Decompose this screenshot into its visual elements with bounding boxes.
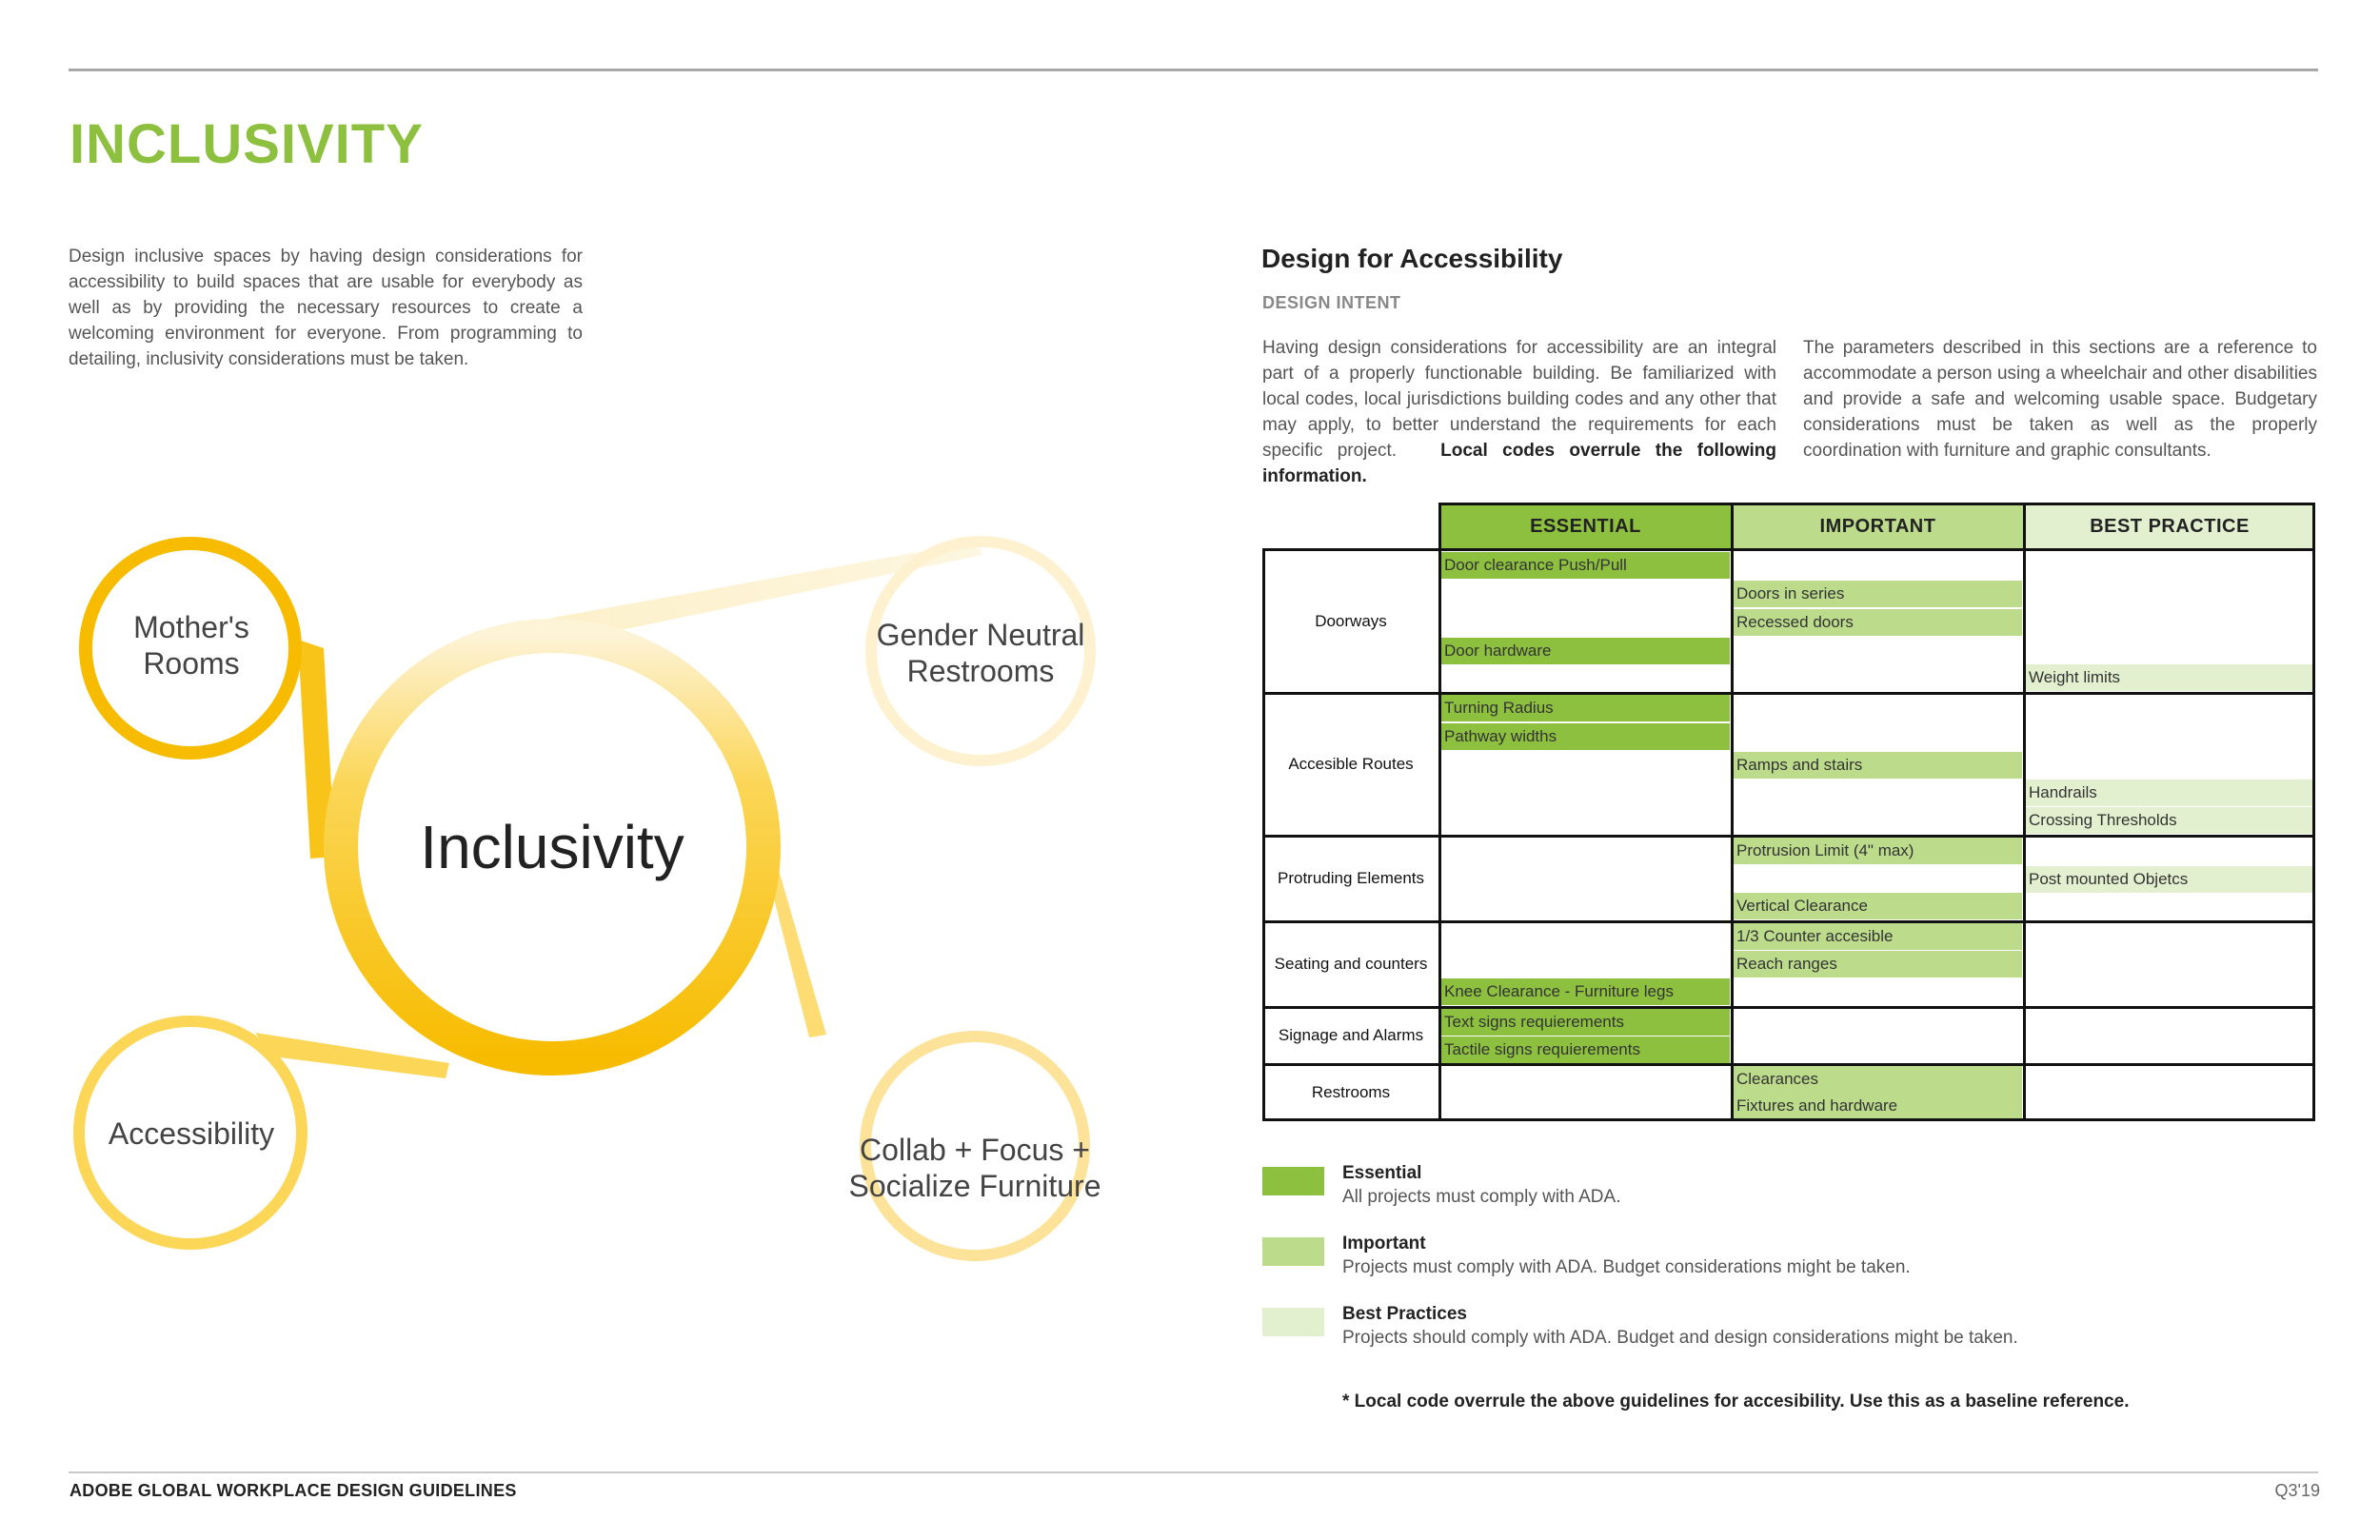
intent-text: Having design considerations for accessibility are an integral part of a properly functionable building. Be familiarized with local codes, local jurisdictions building codes and any other that may apply, to better understand the requirements for each specific project. bbox=[1262, 338, 1776, 461]
legend-swatch-important bbox=[1262, 1237, 1324, 1266]
row-label-signage-alarms: Signage and Alarms bbox=[1278, 1026, 1424, 1044]
legend-title-best-practices: Best Practices bbox=[1342, 1304, 1467, 1324]
center-label: Inclusivity bbox=[420, 813, 684, 881]
table-entry: Pathway widths bbox=[1441, 723, 1730, 750]
table-entry: Weight limits bbox=[2026, 664, 2313, 691]
top-divider bbox=[69, 69, 2318, 71]
header-best-practice: BEST PRACTICE bbox=[2024, 503, 2315, 550]
table-entry: Recessed doors bbox=[1734, 609, 2022, 636]
table-entry: Tactile signs requierements bbox=[1441, 1037, 1730, 1063]
node-label-line: Accessibility bbox=[108, 1116, 275, 1151]
node-gender-neutral bbox=[877, 617, 1085, 689]
intent-emphasis: Local codes overrule the following information. bbox=[1262, 441, 1776, 486]
page-title: INCLUSIVITY bbox=[69, 113, 424, 175]
header-important: IMPORTANT bbox=[1732, 503, 2024, 550]
table-entry: Door clearance Push/Pull bbox=[1441, 552, 1730, 579]
row-label-seating-counters: Seating and counters bbox=[1274, 955, 1428, 973]
legend-title-important: Important bbox=[1342, 1234, 1426, 1254]
table-entry: Reach ranges bbox=[1734, 951, 2022, 977]
grid-line bbox=[1262, 920, 2315, 923]
table-entry: Text signs requierements bbox=[1441, 1009, 1730, 1036]
section-subtitle: DESIGN INTENT bbox=[1262, 293, 1401, 312]
legend-desc-best-practices: Projects should comply with ADA. Budget and design considerations might be taken. bbox=[1342, 1328, 2018, 1348]
row-label-doorways: Doorways bbox=[1315, 612, 1387, 630]
table-entry: Fixtures and hardware bbox=[1734, 1093, 2022, 1119]
grid-line bbox=[1262, 1006, 2315, 1009]
row-label-restrooms: Restrooms bbox=[1311, 1083, 1391, 1101]
table-entry: Post mounted Objetcs bbox=[2026, 866, 2313, 893]
node-label-line: Restrooms bbox=[906, 654, 1055, 688]
footer-title: ADOBE GLOBAL WORKPLACE DESIGN GUIDELINES bbox=[69, 1481, 517, 1500]
legend-swatch-best-practices bbox=[1262, 1308, 1324, 1336]
table-entry: 1/3 Counter accesible bbox=[1734, 923, 2022, 950]
grid-line bbox=[2312, 503, 2315, 1121]
table-entry: Turning Radius bbox=[1441, 695, 1730, 721]
table-entry: Handrails bbox=[2026, 780, 2313, 806]
node-label-line: Collab + Focus + bbox=[860, 1133, 1090, 1167]
design-intent-left bbox=[1262, 335, 1776, 489]
node-collab-furniture bbox=[849, 1132, 1101, 1204]
table-entry: Protrusion Limit (4" max) bbox=[1734, 838, 2022, 864]
table-entry: Doors in series bbox=[1734, 581, 2022, 607]
bottom-divider bbox=[69, 1471, 2318, 1473]
legend-desc-essential: All projects must comply with ADA. bbox=[1342, 1187, 1621, 1207]
legend-swatch-essential bbox=[1262, 1167, 1324, 1195]
design-intent-right: The parameters described in this sections are a reference to accommodate a person using a wheelchair and other disabilities and provide a safe and welcoming usable space. Budgetary considerations must be taken as well as the properly coordination with furniture and graphic consultants. bbox=[1803, 338, 2317, 461]
legend-desc-important: Projects must comply with ADA. Budget considerations might be taken. bbox=[1342, 1257, 1911, 1277]
node-label-line: Socialize Furniture bbox=[848, 1169, 1101, 1203]
grid-line bbox=[1438, 503, 1441, 1121]
intro-paragraph: Design inclusive spaces by having design considerations for accessibility to build spaces that are usable for everybody as well as by providing the necessary resources to create a welcoming environment for everyone. From programming to detailing, inclusivity considerations must be taken. bbox=[69, 247, 583, 369]
grid-line bbox=[1262, 1118, 2315, 1121]
node-mothers-rooms bbox=[133, 609, 249, 681]
footer-date: Q3'19 bbox=[2274, 1481, 2320, 1500]
grid-line bbox=[1262, 548, 1265, 1121]
table-entry: Crossing Thresholds bbox=[2026, 807, 2313, 834]
table-entry: Clearances bbox=[1734, 1066, 2022, 1093]
node-label-line: Gender Neutral bbox=[876, 618, 1085, 652]
node-accessibility bbox=[109, 1116, 274, 1152]
grid-line bbox=[1262, 548, 2315, 551]
grid-line bbox=[1262, 835, 2315, 838]
table-entry: Vertical Clearance bbox=[1734, 893, 2022, 919]
grid-line bbox=[1262, 1063, 2315, 1066]
header-essential: ESSENTIAL bbox=[1439, 503, 1732, 550]
table-entry: Door hardware bbox=[1441, 638, 1730, 664]
row-label-protruding-elements: Protruding Elements bbox=[1277, 869, 1425, 887]
node-label-line: Rooms bbox=[143, 646, 240, 681]
grid-line bbox=[1731, 503, 1734, 1121]
grid-line bbox=[2023, 503, 2026, 1121]
inclusivity-diagram bbox=[57, 514, 1142, 1313]
footnote: * Local code overrule the above guidelines for accesibility. Use this as a baseline reference. bbox=[1342, 1392, 2130, 1412]
table-entry: Ramps and stairs bbox=[1734, 752, 2022, 779]
node-label-line: Mother's bbox=[133, 610, 249, 644]
legend-title-essential: Essential bbox=[1342, 1163, 1422, 1183]
section-title: Design for Accessibility bbox=[1261, 244, 1563, 273]
grid-line bbox=[1262, 692, 2315, 695]
row-label-accessible-routes: Accesible Routes bbox=[1288, 755, 1414, 773]
table-entry: Knee Clearance - Furniture legs bbox=[1441, 978, 1730, 1005]
accessibility-table bbox=[1262, 503, 2315, 1121]
grid-line bbox=[1439, 503, 2315, 505]
